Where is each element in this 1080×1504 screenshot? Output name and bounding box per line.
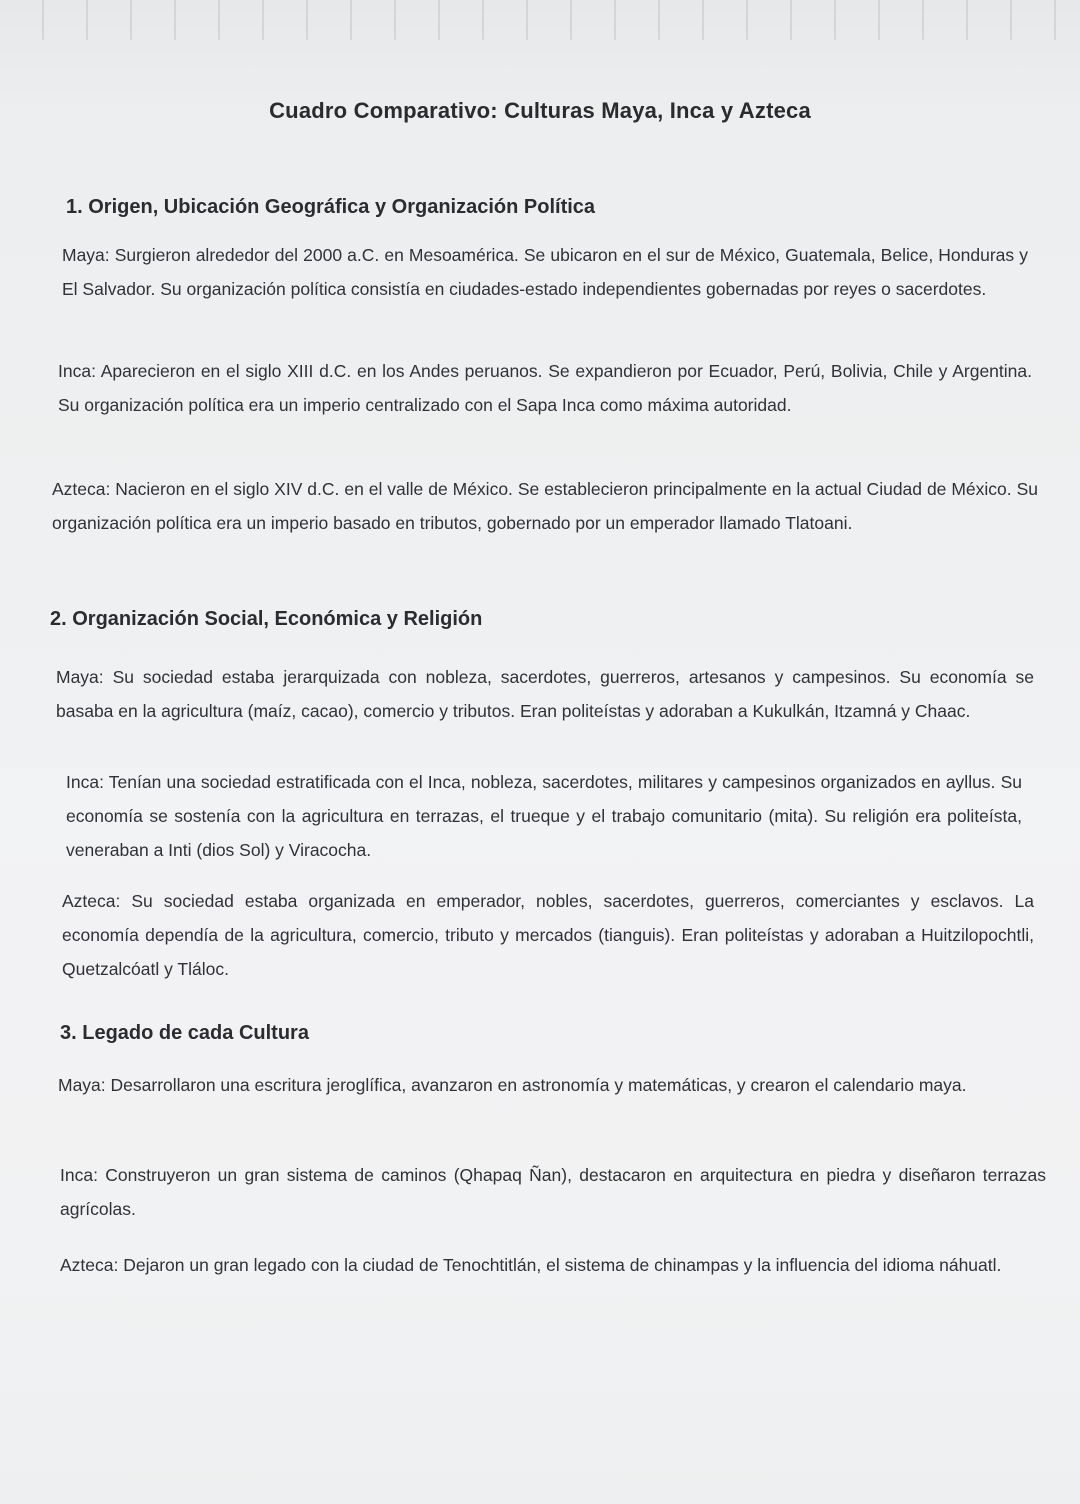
paragraph-inca-organizacion: Inca: Tenían una sociedad estratificada con el Inca, nobleza, sacerdotes, militares y campesinos organizados en ayllus. Su economía se sostenía con la agricultura en terrazas, el trueque y el trabajo comunitario (mita). Su religión era politeísta, veneraban a Inti (dios Sol) y Viracocha. bbox=[66, 772, 1022, 860]
section-heading-organizacion: 2. Organización Social, Económica y Religión bbox=[50, 608, 483, 630]
paragraph-maya-organizacion: Maya: Su sociedad estaba jerarquizada con nobleza, sacerdotes, guerreros, artesanos y campesinos. Su economía se basaba en la agricultura (maíz, cacao), comercio y tributos. Eran politeístas y adoraban a Kukulkán, Itzamná y Chaac. bbox=[56, 667, 1034, 721]
section-heading-origen: 1. Origen, Ubicación Geográfica y Organización Política bbox=[66, 196, 596, 218]
document-title: Cuadro Comparativo: Culturas Maya, Inca y Azteca bbox=[269, 98, 811, 123]
section-heading-legado: 3. Legado de cada Cultura bbox=[60, 1022, 309, 1044]
paragraph-azteca-legado: Azteca: Dejaron un gran legado con la ciudad de Tenochtitlán, el sistema de chinampas y la influencia del idioma náhuatl. bbox=[60, 1255, 1002, 1275]
paragraph-inca-origen: Inca: Aparecieron en el siglo XIII d.C. en los Andes peruanos. Se expandieron por Ecuador, Perú, Bolivia, Chile y Argentina. Su organización política era un imperio centralizado con el Sapa Inca como máxima autoridad. bbox=[58, 361, 1032, 415]
paragraph-inca-legado: Inca: Construyeron un gran sistema de caminos (Qhapaq Ñan), destacaron en arquitectura en piedra y diseñaron terrazas agrícolas. bbox=[60, 1165, 1046, 1219]
lighting-shade bbox=[0, 768, 1080, 1504]
paragraph-azteca-organizacion: Azteca: Su sociedad estaba organizada en emperador, nobles, sacerdotes, guerreros, comerciantes y esclavos. La economía dependía de la agricultura, comercio, tributo y mercados (tianguis). Eran politeístas y adoraban a Huitzilopochtli, Quetzalcóatl y Tláloc. bbox=[62, 891, 1034, 979]
bleed-through-marks bbox=[0, 0, 1080, 40]
paragraph-azteca-origen: Azteca: Nacieron en el siglo XIV d.C. en el valle de México. Se establecieron principalmente en la actual Ciudad de México. Su organización política era un imperio basado en tributos, gobernado por un emperador llamado Tlatoani. bbox=[52, 479, 1038, 533]
paragraph-maya-legado: Maya: Desarrollaron una escritura jeroglífica, avanzaron en astronomía y matemáticas, y crearon el calendario maya. bbox=[58, 1075, 967, 1095]
paragraph-maya-origen: Maya: Surgieron alrededor del 2000 a.C. en Mesoamérica. Se ubicaron en el sur de México, Guatemala, Belice, Honduras y El Salvador. Su organización política consistía en ciudades-estado independientes gobernadas por reyes o sacerdotes. bbox=[62, 245, 1028, 299]
